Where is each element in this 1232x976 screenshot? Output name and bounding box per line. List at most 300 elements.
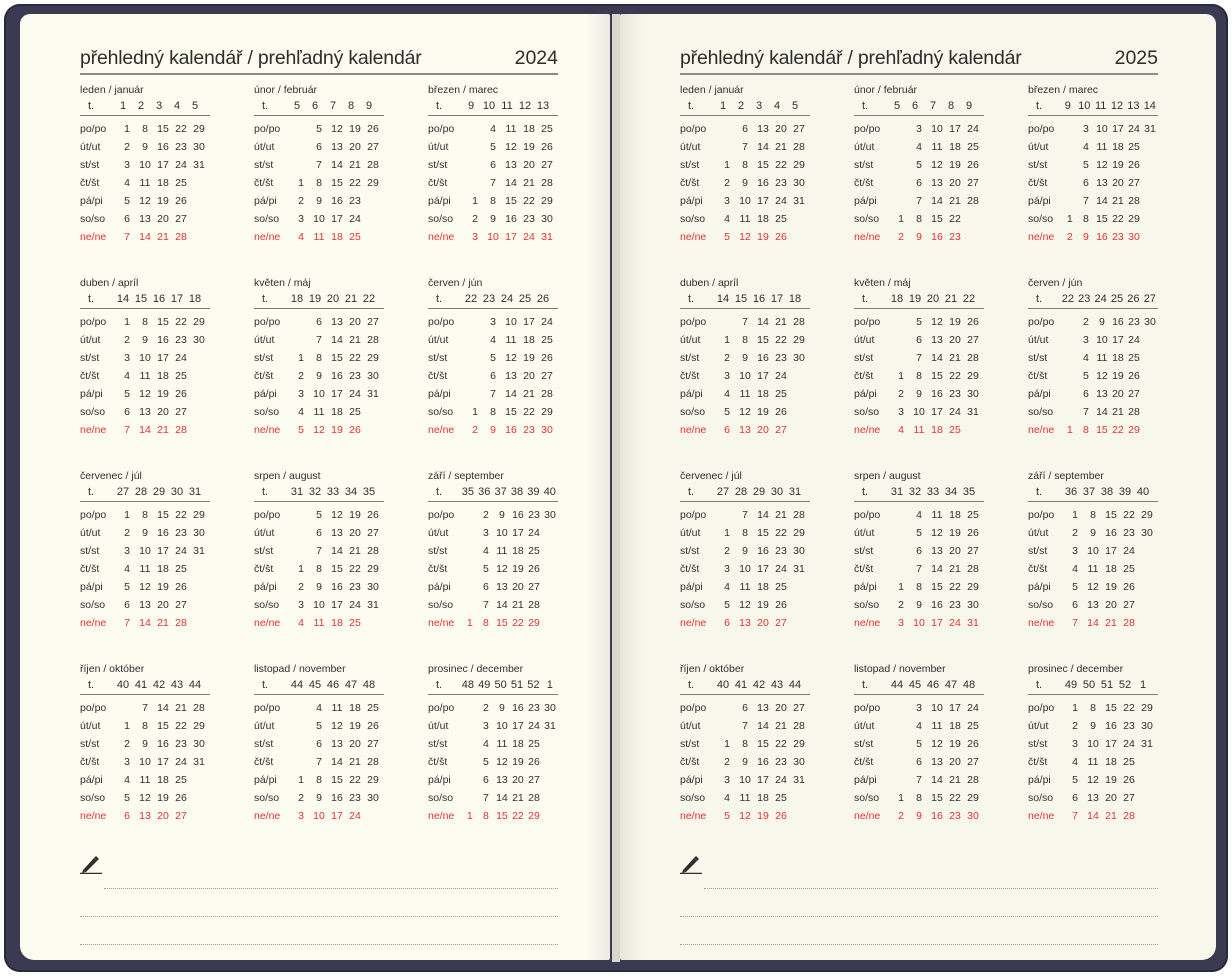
week-number: 18	[290, 293, 304, 305]
calendar-2025	[680, 40, 1158, 825]
date-cell: 18	[949, 141, 961, 153]
date-cell: 14	[496, 792, 508, 804]
date-cell: 21	[1112, 406, 1124, 418]
date-cell: 3	[916, 123, 922, 135]
date-cell: 26	[175, 388, 187, 400]
date-cell	[1142, 385, 1158, 403]
date-cell: 3	[1082, 123, 1089, 135]
date-cell: 20	[949, 756, 961, 768]
date-cell: 8	[142, 316, 148, 328]
date-cell: 22	[175, 509, 187, 521]
day-row	[254, 717, 384, 735]
sunday-row	[680, 421, 810, 439]
date-cell: 7	[124, 424, 130, 436]
date-cell	[466, 349, 484, 367]
date-cell: 28	[541, 177, 553, 189]
date-cell: 22	[949, 213, 961, 225]
date-cell: 4	[490, 123, 496, 135]
day-label: ne/ne	[1028, 617, 1055, 629]
date-cell: 1	[1072, 702, 1078, 714]
date-cell	[1142, 192, 1158, 210]
day-label: čt/št	[254, 756, 274, 768]
week-number: 37	[1082, 486, 1096, 498]
date-cell	[292, 717, 310, 735]
date-cell: 3	[124, 545, 130, 557]
day-row	[680, 596, 810, 614]
week-number: 48	[962, 679, 976, 691]
week-numbers	[428, 98, 558, 116]
date-cell: 13	[739, 424, 751, 436]
day-row	[254, 735, 384, 753]
day-row	[854, 542, 984, 560]
date-cell: 17	[1105, 738, 1117, 750]
date-cell: 29	[193, 509, 205, 521]
date-cell: 19	[757, 599, 769, 611]
week-number: 31	[290, 486, 304, 498]
date-cell: 10	[313, 213, 325, 225]
date-cell: 19	[512, 756, 524, 768]
date-cell: 23	[528, 702, 540, 714]
date-cell: 27	[175, 213, 187, 225]
date-cell: 10	[139, 545, 151, 557]
date-cell	[790, 367, 808, 385]
day-row	[854, 210, 984, 228]
day-row	[428, 578, 558, 596]
date-cell: 23	[1123, 527, 1135, 539]
sunday-row	[80, 421, 210, 439]
date-cell: 5	[1082, 370, 1089, 382]
date-cell: 11	[139, 563, 151, 575]
day-label: út/ut	[854, 527, 875, 539]
day-label: po/po	[1028, 702, 1055, 714]
date-cell: 10	[1087, 738, 1099, 750]
date-cell: 22	[775, 738, 787, 750]
date-cell: 27	[967, 545, 979, 557]
date-cell: 29	[367, 177, 379, 189]
date-cell: 10	[913, 406, 925, 418]
date-cell: 1	[724, 738, 730, 750]
week-number: 42	[752, 679, 766, 691]
date-cell	[542, 807, 558, 825]
note-line[interactable]	[104, 888, 558, 889]
date-cell: 26	[775, 810, 787, 822]
date-cell: 11	[739, 792, 751, 804]
date-cell	[364, 403, 382, 421]
day-label: po/po	[854, 509, 881, 521]
date-cell: 15	[157, 316, 169, 328]
week-number: 46	[326, 679, 340, 691]
page-title: přehledný kalendář / prehľadný kalendár	[680, 47, 1022, 69]
date-cell: 25	[528, 545, 540, 557]
week-numbers	[254, 98, 384, 116]
date-cell: 27	[367, 527, 379, 539]
date-cell: 16	[331, 792, 343, 804]
date-cell: 19	[157, 388, 169, 400]
date-cell	[790, 210, 808, 228]
date-cell: 17	[523, 316, 535, 328]
month-name: září / september	[428, 470, 504, 482]
day-label: pá/pi	[428, 195, 451, 207]
date-cell: 5	[724, 231, 730, 243]
date-cell: 11	[139, 774, 151, 786]
date-cell: 13	[496, 774, 508, 786]
week-number: 34	[344, 486, 358, 498]
day-label: po/po	[1028, 123, 1055, 135]
day-label: pá/pi	[1028, 388, 1051, 400]
date-cell: 5	[482, 563, 489, 575]
day-row	[254, 542, 384, 560]
date-cell: 8	[916, 581, 922, 593]
date-cell: 1	[124, 509, 130, 521]
week-label: t.	[88, 100, 95, 112]
week-number: 36	[1064, 486, 1078, 498]
date-cell: 20	[157, 406, 169, 418]
date-cell: 30	[793, 545, 805, 557]
week-number: 6	[911, 100, 919, 112]
day-row	[254, 578, 384, 596]
date-cell	[1142, 228, 1158, 246]
date-cell	[462, 542, 478, 560]
day-label: st/st	[80, 738, 100, 750]
day-label: pá/pi	[1028, 195, 1051, 207]
date-cell: 10	[313, 810, 325, 822]
date-cell: 9	[142, 141, 148, 153]
date-cell: 14	[1087, 617, 1099, 629]
note-line[interactable]	[680, 916, 1158, 917]
date-cell: 26	[1123, 774, 1135, 786]
date-cell: 23	[775, 177, 787, 189]
date-cell: 3	[898, 406, 904, 418]
week-number: 15	[734, 293, 748, 305]
day-label: čt/št	[680, 177, 700, 189]
day-label: pá/pi	[680, 195, 703, 207]
date-cell: 6	[724, 424, 730, 436]
date-cell	[466, 174, 484, 192]
week-number: 10	[1078, 100, 1091, 112]
date-cell	[364, 614, 382, 632]
date-cell: 18	[157, 563, 169, 575]
date-cell: 28	[367, 545, 379, 557]
date-cell: 15	[157, 720, 169, 732]
week-number: 28	[134, 486, 148, 498]
date-cell: 23	[1112, 231, 1124, 243]
week-number: 46	[926, 679, 940, 691]
note-line[interactable]	[704, 888, 1158, 889]
sunday-row	[1028, 614, 1158, 632]
date-cell: 10	[1096, 334, 1108, 346]
day-rows	[80, 313, 210, 439]
day-label: čt/št	[854, 756, 874, 768]
day-row	[80, 331, 210, 349]
date-cell: 3	[1072, 545, 1078, 557]
day-label: pá/pi	[854, 388, 877, 400]
day-row	[428, 138, 558, 156]
week-number: 52	[1118, 679, 1132, 691]
day-label: pá/pi	[854, 774, 877, 786]
date-cell: 22	[775, 334, 787, 346]
date-cell: 4	[298, 617, 304, 629]
day-rows	[428, 699, 558, 825]
day-label: ne/ne	[680, 617, 707, 629]
date-cell: 25	[1123, 563, 1135, 575]
date-cell: 11	[931, 509, 943, 521]
date-cell	[790, 789, 808, 807]
date-cell: 28	[367, 334, 379, 346]
date-cell: 28	[967, 774, 979, 786]
date-cell: 10	[487, 231, 499, 243]
date-cell: 17	[331, 810, 343, 822]
note-line[interactable]	[80, 916, 558, 917]
date-cell: 31	[793, 195, 805, 207]
date-cell: 4	[724, 388, 730, 400]
day-label: so/so	[428, 213, 454, 225]
date-cell: 8	[1090, 509, 1096, 521]
date-cell: 9	[916, 388, 922, 400]
date-cell: 15	[331, 352, 343, 364]
day-label: čt/št	[428, 563, 448, 575]
date-cell: 1	[1072, 509, 1078, 521]
week-number: 18	[890, 293, 904, 305]
date-cell: 11	[1096, 352, 1108, 364]
day-label: st/st	[254, 352, 274, 364]
day-label: po/po	[680, 316, 707, 328]
week-number: 48	[461, 679, 474, 691]
month-name: červen / jún	[1028, 277, 1083, 289]
date-cell	[1062, 403, 1078, 421]
day-label: po/po	[254, 123, 281, 135]
date-cell: 28	[967, 563, 979, 575]
week-numbers	[254, 484, 384, 502]
date-cell	[964, 228, 982, 246]
day-label: so/so	[428, 406, 454, 418]
note-line[interactable]	[680, 944, 1158, 945]
date-cell: 7	[1082, 406, 1089, 418]
date-cell	[1062, 349, 1078, 367]
page-2025	[620, 14, 1216, 960]
date-cell: 13	[331, 141, 343, 153]
day-label: ne/ne	[1028, 424, 1055, 436]
day-row	[680, 385, 810, 403]
date-cell: 3	[124, 756, 130, 768]
date-cell: 2	[724, 756, 730, 768]
day-row	[80, 542, 210, 560]
week-number: 47	[944, 679, 958, 691]
date-cell: 5	[724, 599, 730, 611]
day-rows	[1028, 699, 1158, 825]
note-line[interactable]	[80, 944, 558, 945]
day-label: po/po	[428, 509, 455, 521]
month-block	[254, 469, 384, 632]
date-cell: 6	[124, 406, 130, 418]
date-cell: 13	[331, 316, 343, 328]
sunday-row	[680, 807, 810, 825]
date-cell: 15	[496, 617, 508, 629]
date-cell	[466, 385, 484, 403]
day-row	[680, 174, 810, 192]
date-cell: 3	[482, 720, 489, 732]
date-cell: 3	[124, 352, 130, 364]
day-label: út/ut	[1028, 334, 1049, 346]
date-cell: 1	[472, 406, 478, 418]
date-cell: 13	[1087, 792, 1099, 804]
day-label: pá/pi	[80, 388, 103, 400]
day-rows	[1028, 313, 1158, 439]
week-number: 19	[908, 293, 922, 305]
month-block	[428, 469, 558, 632]
date-cell: 24	[523, 231, 535, 243]
date-cell: 9	[742, 756, 748, 768]
date-cell	[462, 578, 478, 596]
date-cell: 23	[349, 581, 361, 593]
month-block	[428, 83, 558, 246]
date-cell: 12	[331, 720, 343, 732]
date-cell: 23	[949, 231, 961, 243]
date-cell: 31	[193, 756, 205, 768]
date-cell: 10	[931, 123, 943, 135]
week-number: 12	[518, 100, 532, 112]
date-cell: 1	[898, 213, 904, 225]
date-cell: 20	[157, 810, 169, 822]
date-cell: 9	[742, 545, 748, 557]
day-row	[854, 313, 984, 331]
day-row	[428, 596, 558, 614]
day-row	[80, 403, 210, 421]
week-number: 44	[290, 679, 304, 691]
date-cell: 8	[742, 334, 748, 346]
week-number: 14	[1143, 100, 1156, 112]
week-number: 27	[116, 486, 130, 498]
day-row	[1028, 596, 1158, 614]
date-cell: 26	[175, 581, 187, 593]
date-cell: 9	[142, 738, 148, 750]
date-cell	[466, 138, 484, 156]
date-cell: 1	[466, 810, 473, 822]
day-row	[428, 753, 558, 771]
day-row	[854, 138, 984, 156]
date-cell: 14	[1096, 195, 1108, 207]
date-cell: 12	[739, 406, 751, 418]
day-row	[254, 560, 384, 578]
date-cell: 21	[1105, 617, 1117, 629]
date-cell: 31	[1144, 123, 1156, 135]
date-cell: 7	[742, 316, 748, 328]
date-cell: 30	[1141, 527, 1153, 539]
month-name: červenec / júl	[680, 470, 742, 482]
day-label: út/ut	[854, 720, 875, 732]
day-row	[854, 349, 984, 367]
date-cell: 18	[157, 370, 169, 382]
date-cell: 19	[1105, 774, 1117, 786]
date-cell: 23	[775, 352, 787, 364]
day-row	[1028, 367, 1158, 385]
day-row	[254, 210, 384, 228]
date-cell: 29	[793, 738, 805, 750]
day-label: ne/ne	[854, 424, 881, 436]
day-label: pá/pi	[428, 581, 451, 593]
date-cell: 19	[949, 159, 961, 171]
month-block	[854, 83, 984, 246]
day-label: so/so	[854, 213, 880, 225]
date-cell: 6	[490, 159, 496, 171]
date-cell: 31	[967, 617, 979, 629]
day-label: po/po	[254, 316, 281, 328]
date-cell: 26	[967, 527, 979, 539]
week-number: 18	[788, 293, 802, 305]
date-cell: 10	[496, 720, 508, 732]
day-row	[80, 753, 210, 771]
date-cell: 29	[1141, 509, 1153, 521]
date-cell	[790, 596, 808, 614]
week-number: 37	[494, 486, 507, 498]
date-cell: 21	[775, 316, 787, 328]
date-cell: 6	[124, 810, 130, 822]
date-cell: 10	[139, 159, 151, 171]
day-label: po/po	[80, 702, 107, 714]
date-cell: 4	[124, 774, 130, 786]
date-cell: 26	[541, 352, 553, 364]
week-label: t.	[1036, 486, 1043, 498]
date-cell	[892, 349, 910, 367]
date-cell: 10	[313, 388, 325, 400]
date-cell: 19	[949, 316, 961, 328]
date-cell: 21	[157, 231, 169, 243]
date-cell: 18	[523, 123, 535, 135]
day-row	[854, 578, 984, 596]
day-row	[1028, 385, 1158, 403]
date-cell: 15	[757, 738, 769, 750]
day-label: st/st	[854, 352, 874, 364]
date-cell: 23	[528, 509, 540, 521]
day-row	[254, 596, 384, 614]
date-cell	[190, 349, 208, 367]
date-cell: 25	[949, 424, 961, 436]
date-cell: 17	[757, 370, 769, 382]
date-cell: 4	[482, 545, 489, 557]
date-cell: 15	[496, 810, 508, 822]
date-cell	[542, 614, 558, 632]
day-label: po/po	[680, 509, 707, 521]
date-cell: 2	[482, 509, 489, 521]
date-cell: 26	[967, 316, 979, 328]
date-cell: 18	[331, 617, 343, 629]
date-cell: 10	[913, 617, 925, 629]
date-cell: 13	[1096, 388, 1108, 400]
date-cell: 11	[313, 231, 325, 243]
day-row	[254, 367, 384, 385]
day-row	[254, 349, 384, 367]
day-label: út/ut	[254, 334, 275, 346]
date-cell	[190, 578, 208, 596]
month-block	[254, 662, 384, 825]
date-cell: 30	[367, 370, 379, 382]
day-row	[1028, 542, 1158, 560]
date-cell: 13	[139, 810, 151, 822]
date-cell: 5	[482, 756, 489, 768]
date-cell: 23	[349, 370, 361, 382]
date-cell	[292, 506, 310, 524]
sunday-row	[1028, 807, 1158, 825]
date-cell: 24	[775, 370, 787, 382]
date-cell: 1	[898, 792, 904, 804]
week-number: 51	[510, 679, 524, 691]
date-cell: 6	[742, 702, 748, 714]
day-label: ne/ne	[254, 424, 281, 436]
date-cell: 17	[512, 527, 524, 539]
date-cell: 24	[541, 316, 553, 328]
day-row	[1028, 156, 1158, 174]
date-cell: 30	[193, 334, 205, 346]
week-number: 1	[1139, 679, 1147, 691]
